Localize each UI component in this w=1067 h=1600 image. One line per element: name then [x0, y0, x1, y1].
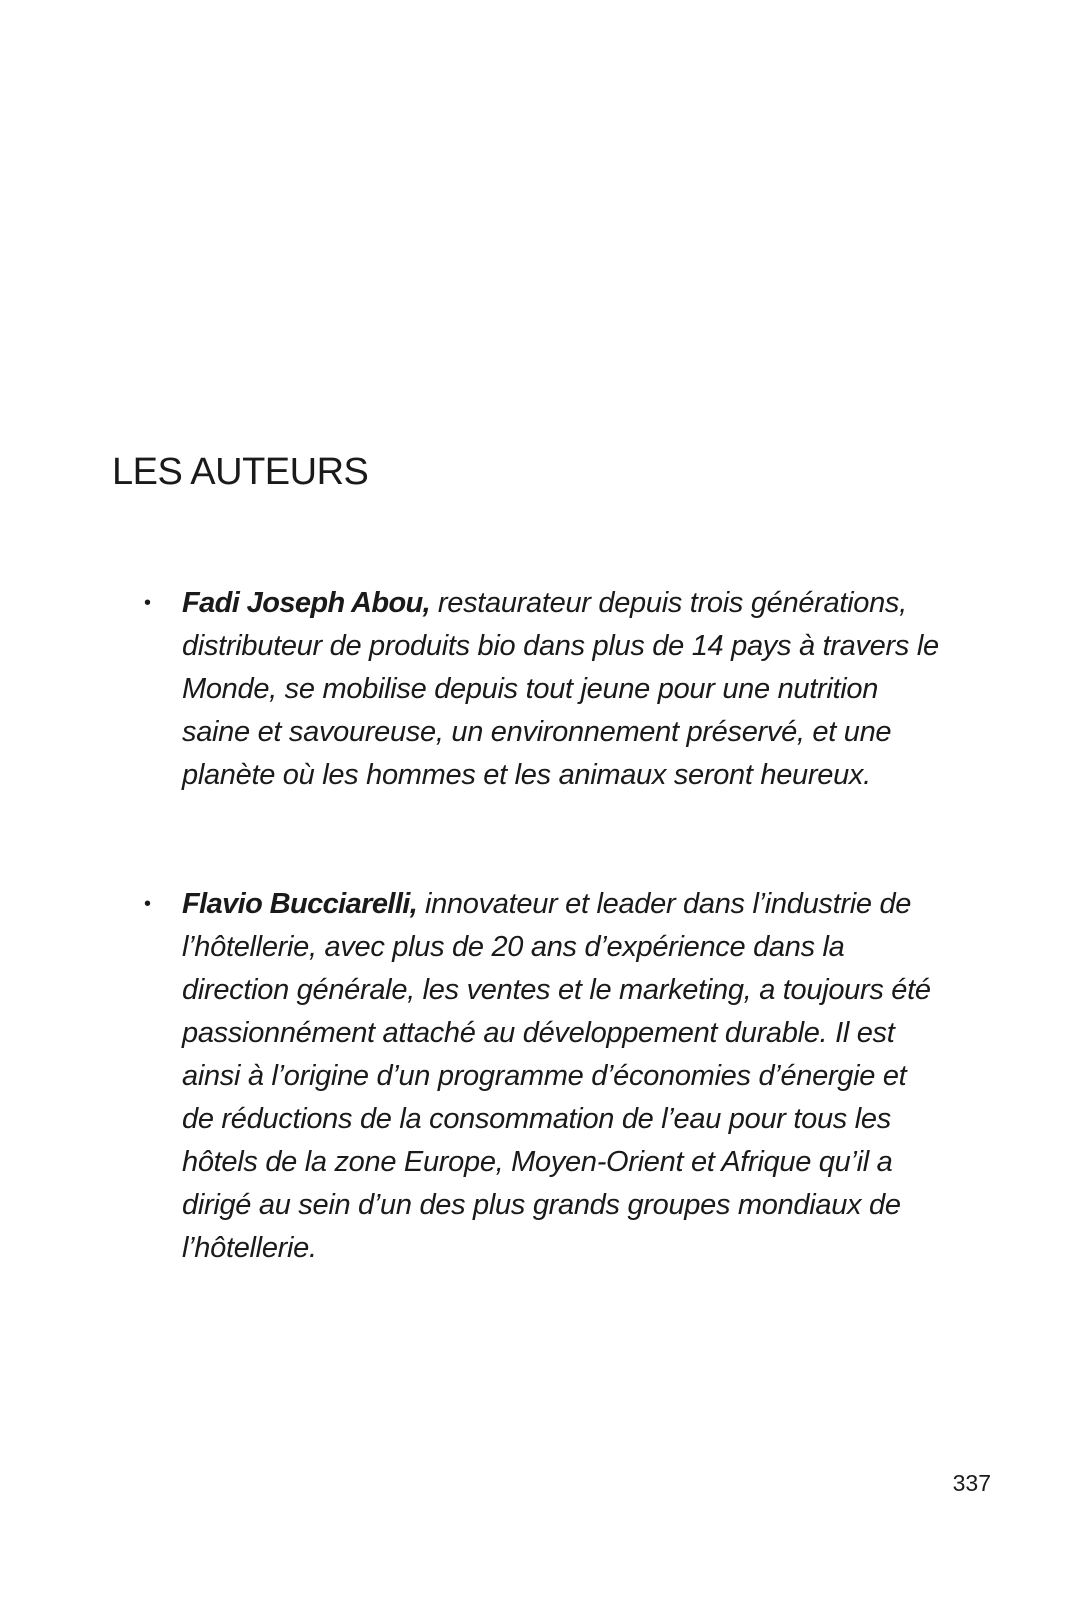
author-name: Fadi Joseph Abou,: [182, 587, 431, 619]
page-number: 337: [952, 1470, 991, 1496]
author-entry-fadi-joseph-abou: [144, 582, 942, 797]
author-bio: innovateur et leader dans l’industrie de l’hôtellerie, avec plus de 20 ans d’expérience dans la direction générale, les ventes et le marketing, a toujours été passionnément attaché au développement durable. Il est ainsi à l’origine d’un programme d’économies d’énergie et de réductions de la consommation de l’eau pour tous les hôtels de la zone Europe, Moyen-Orient et Afrique qu’il a dirigé au sein d’un des plus grands groupes mondiaux de l’hôtellerie.: [182, 888, 931, 1264]
author-bio: restaurateur depuis trois générations, distributeur de produits bio dans plus de 14 pays à travers le Monde, se mobilise depuis tout jeune pour une nutrition saine et savoureuse, un environnement préservé, et une planète où les hommes et les animaux seront heureux.: [182, 587, 939, 791]
author-name: Flavio Bucciarelli,: [182, 888, 418, 920]
page-title: LES AUTEURS: [112, 451, 369, 493]
author-entry-flavio-bucciarelli: [144, 883, 942, 1270]
bullet-icon: •: [144, 893, 151, 915]
bullet-icon: •: [144, 592, 151, 614]
author-list: [0, 582, 1067, 1270]
